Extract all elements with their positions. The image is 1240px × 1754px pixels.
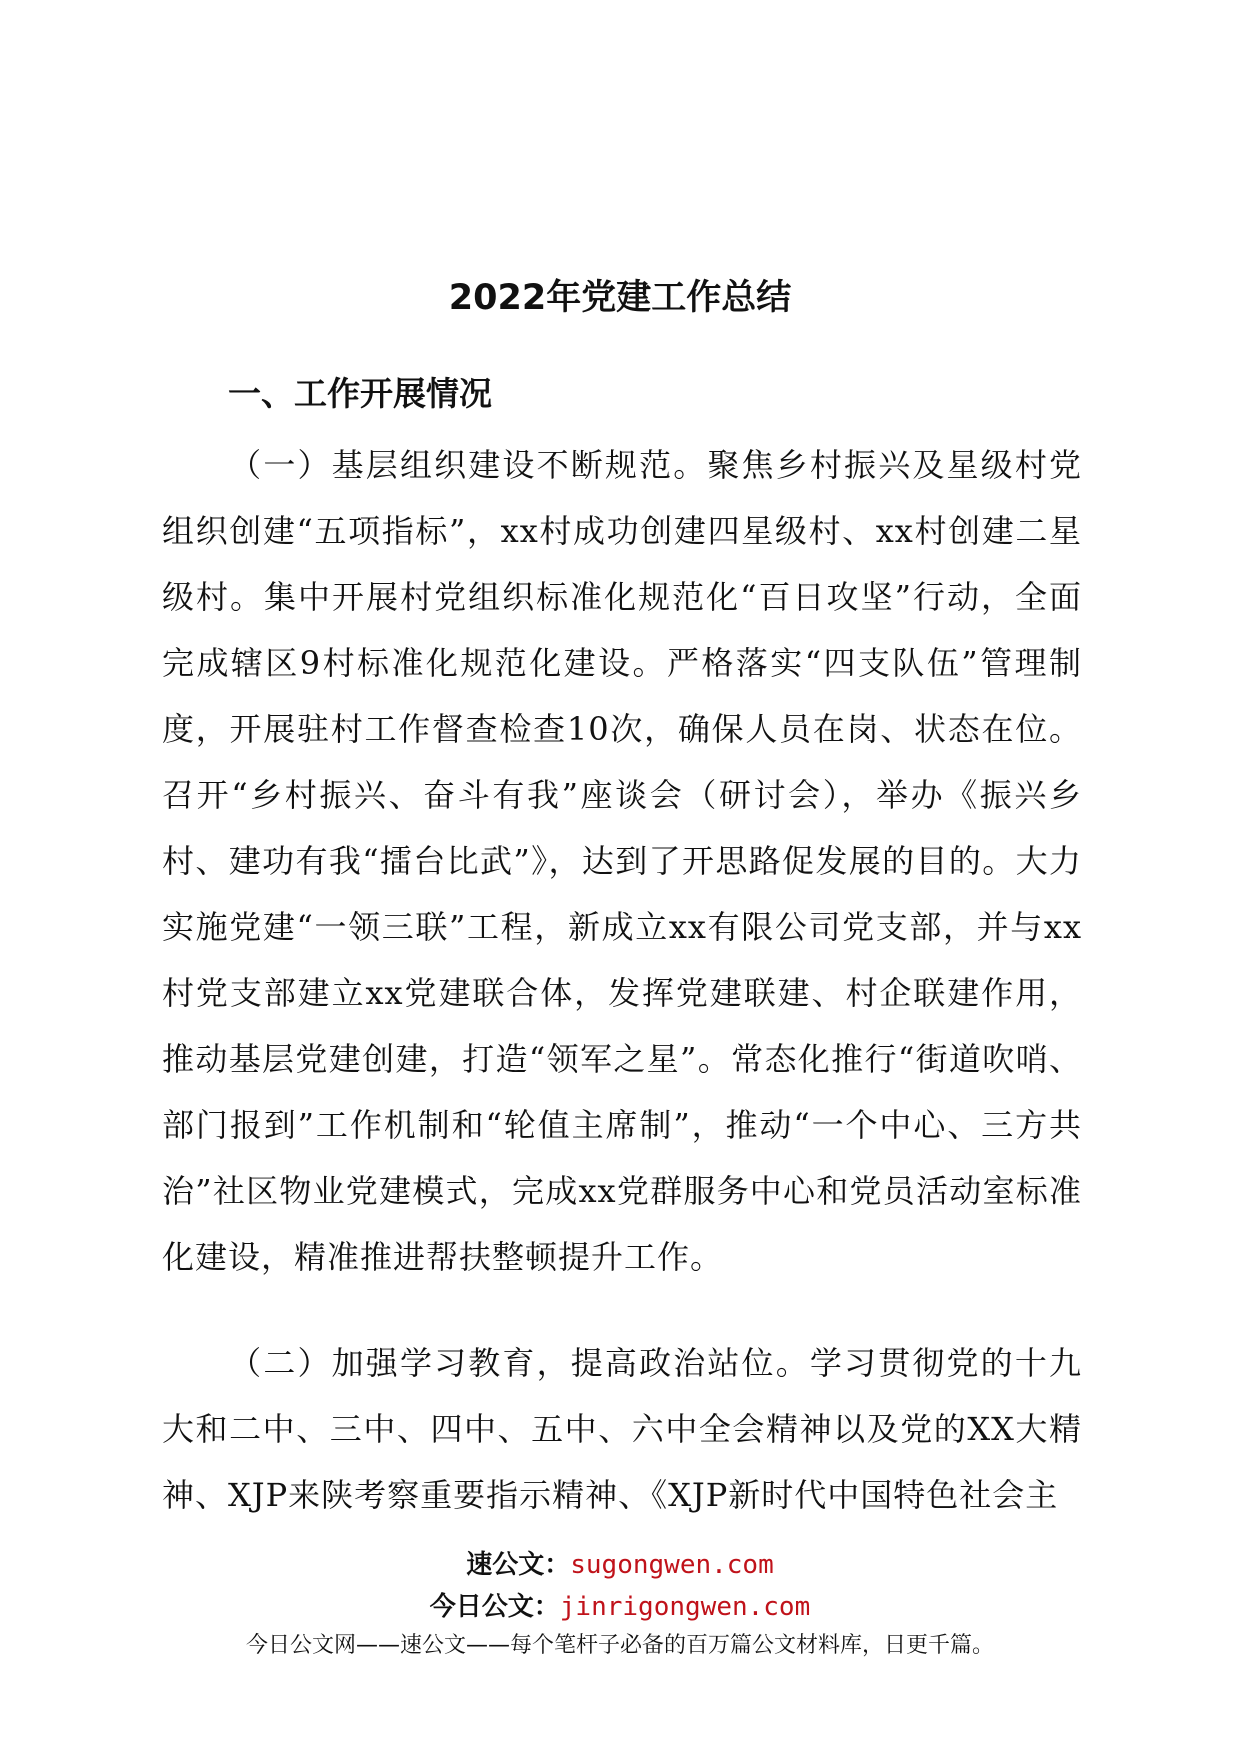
footer-jinrigongwen xyxy=(0,1586,1240,1623)
paragraph-1 xyxy=(162,432,1082,1290)
footer-label-jinrigongwen: 今日公文： xyxy=(429,1592,560,1622)
footer-label-sugongwen: 速公文： xyxy=(466,1550,571,1580)
document-title: 2022年党建工作总结 xyxy=(448,278,792,318)
footer-link-jinrigongwen[interactable]: jinrigongwen.com xyxy=(559,1592,811,1622)
section-heading: 一、工作开展情况 xyxy=(228,374,492,413)
footer-link-sugongwen[interactable]: sugongwen.com xyxy=(570,1550,774,1580)
footer-slogan: 今日公文网——速公文——每个笔杆子必备的百万篇公文材料库，日更千篇。 xyxy=(245,1633,994,1658)
footer-sugongwen xyxy=(0,1544,1240,1581)
paragraph-2-text: （二）加强学习教育，提高政治站位。学习贯彻党的十九大和二中、三中、四中、五中、六中全会精神以及党的XX大精神、XJP来陕考察重要指示精神、《XJP新时代中国特色社会主 xyxy=(162,1344,1082,1514)
paragraph-2 xyxy=(162,1330,1082,1528)
paragraph-1-text: （一）基层组织建设不断规范。聚焦乡村振兴及星级村党组织创建“五项指标”，xx村成功创建四星级村、xx村创建二星级村。集中开展村党组织标准化规范化“百日攻坚”行动，全面完成辖区9村标准化规范化建设。严格落实“四支队伍”管理制度，开展驻村工作督查检查10次，确保人员在岗、状态在位。召开“乡村振兴、奋斗有我”座谈会（研讨会），举办《振兴乡村、建功有我“擂台比武”》，达到了开思路促发展的目的。大力实施党建“一领三联”工程，新成立xx有限公司党支部，并与xx村党支部建立xx党建联合体，发挥党建联建、村企联建作用，推动基层党建创建，打造“领军之星”。常态化推行“街道吹哨、部门报到”工作机制和“轮值主席制”，推动“一个中心、三方共治”社区物业党建模式，完成xx党群服务中心和党员活动室标准化建设，精准推进帮扶整顿提升工作。 xyxy=(162,446,1082,1276)
